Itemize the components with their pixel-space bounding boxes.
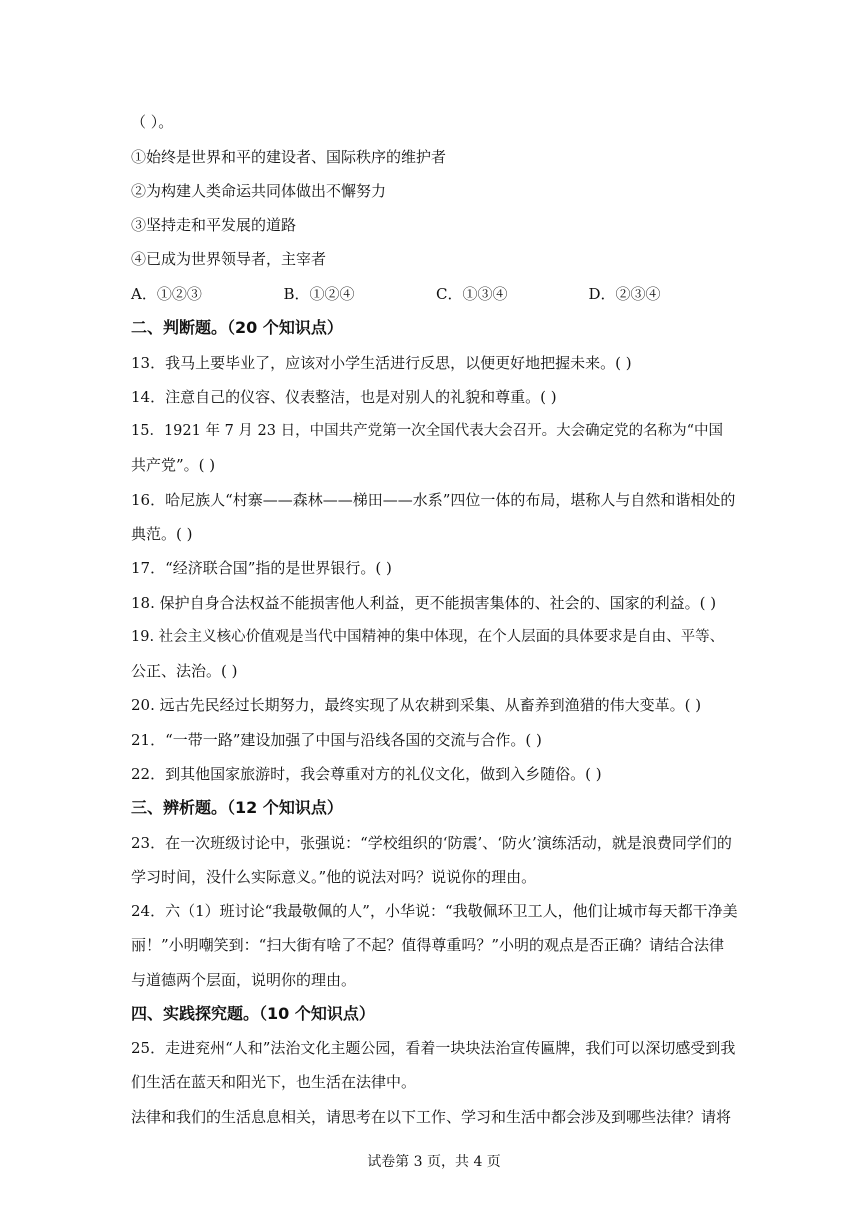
question-24-line2: 丽！”小明嘲笑到：“扫大街有啥了不起？值得尊重吗？”小明的观点是否正确？请结合法律 <box>131 936 725 954</box>
question-23-line2: 学习时间，没什么实际意义。”他的说法对吗？说说你的理由。 <box>131 868 537 886</box>
question-25-line1: 25．走进兖州“人和”法治文化主题公园，看着一块块法治宣传匾牌，我们可以深切感受到我 <box>131 1039 736 1057</box>
question-22: 22．到其他国家旅游时，我会尊重对方的礼仪文化，做到入乡随俗。( ) <box>131 765 602 783</box>
page-footer: 试卷第 3 页，共 4 页 <box>367 1154 501 1170</box>
question-15-line2: 共产党”。( ) <box>131 456 216 474</box>
option-d: D．②③④ <box>588 285 661 303</box>
question-18: 18. 保护自身合法权益不能损害他人利益，更不能损害集体的、社会的、国家的利益。( ) <box>131 594 717 612</box>
question-16-line2: 典范。( ) <box>131 525 193 543</box>
question-24-line3: 与道德两个层面，说明你的理由。 <box>131 971 357 989</box>
section-heading-judgement: 二、判断题。（20 个知识点） <box>131 318 343 337</box>
question-16-line1: 16．哈尼族人“村寨——森林——梯田——水系”四位一体的布局，堪称人与自然和谐相处的 <box>131 491 736 509</box>
section-heading-practice: 四、实践探究题。（10 个知识点） <box>131 1004 375 1023</box>
statement-1: ①始终是世界和平的建设者、国际秩序的维护者 <box>131 148 447 166</box>
option-a: A．①②③ <box>131 285 202 303</box>
question-21: 21．“一带一路”建设加强了中国与沿线各国的交流与合作。( ) <box>131 731 542 749</box>
question-20: 20. 远古先民经过长期努力，最终实现了从农耕到采集、从畜养到渔猎的伟大变革。( ) <box>131 696 702 714</box>
question-25-line2: 们生活在蓝天和阳光下，也生活在法律中。 <box>131 1073 417 1091</box>
question-25-line3: 法律和我们的生活息息相关，请思考在以下工作、学习和生活中都会涉及到哪些法律？请将 <box>131 1108 732 1126</box>
question-17: 17．“经济联合国”指的是世界银行。( ) <box>131 559 392 577</box>
statement-3: ③坚持走和平发展的道路 <box>131 216 297 234</box>
statement-4: ④已成为世界领导者，主宰者 <box>131 250 327 268</box>
question-19-line1: 19. 社会主义核心价值观是当代中国精神的集中体现，在个人层面的具体要求是自由、平等、 <box>131 629 725 645</box>
question-14: 14．注意自己的仪容、仪表整洁，也是对别人的礼貌和尊重。( ) <box>131 388 557 406</box>
answer-options <box>131 283 741 305</box>
question-23-line1: 23．在一次班级讨论中，张强说：“学校组织的‘防震’、‘防火’演练活动，就是浪费同学们的 <box>131 834 732 852</box>
question-19-line2: 公正、法治。( ) <box>131 662 238 680</box>
question-15-line1: 15．1921 年 7 月 23 日，中国共产党第一次全国代表大会召开。大会确定党的名称为“中国 <box>131 423 723 439</box>
question-24-line1: 24．六（1）班讨论“我最敬佩的人”，小华说：“我敬佩环卫工人，他们让城市每天都干净美 <box>131 902 738 920</box>
question-13: 13．我马上要毕业了，应该对小学生活进行反思，以便更好地把握未来。( ) <box>131 354 632 372</box>
option-c: C．①③④ <box>436 285 508 303</box>
statement-2: ②为构建人类命运共同体做出不懈努力 <box>131 182 387 200</box>
option-b: B．①②④ <box>283 285 355 303</box>
section-heading-analysis: 三、辨析题。（12 个知识点） <box>131 798 343 817</box>
question-stem-end: （ ）。 <box>131 113 174 131</box>
